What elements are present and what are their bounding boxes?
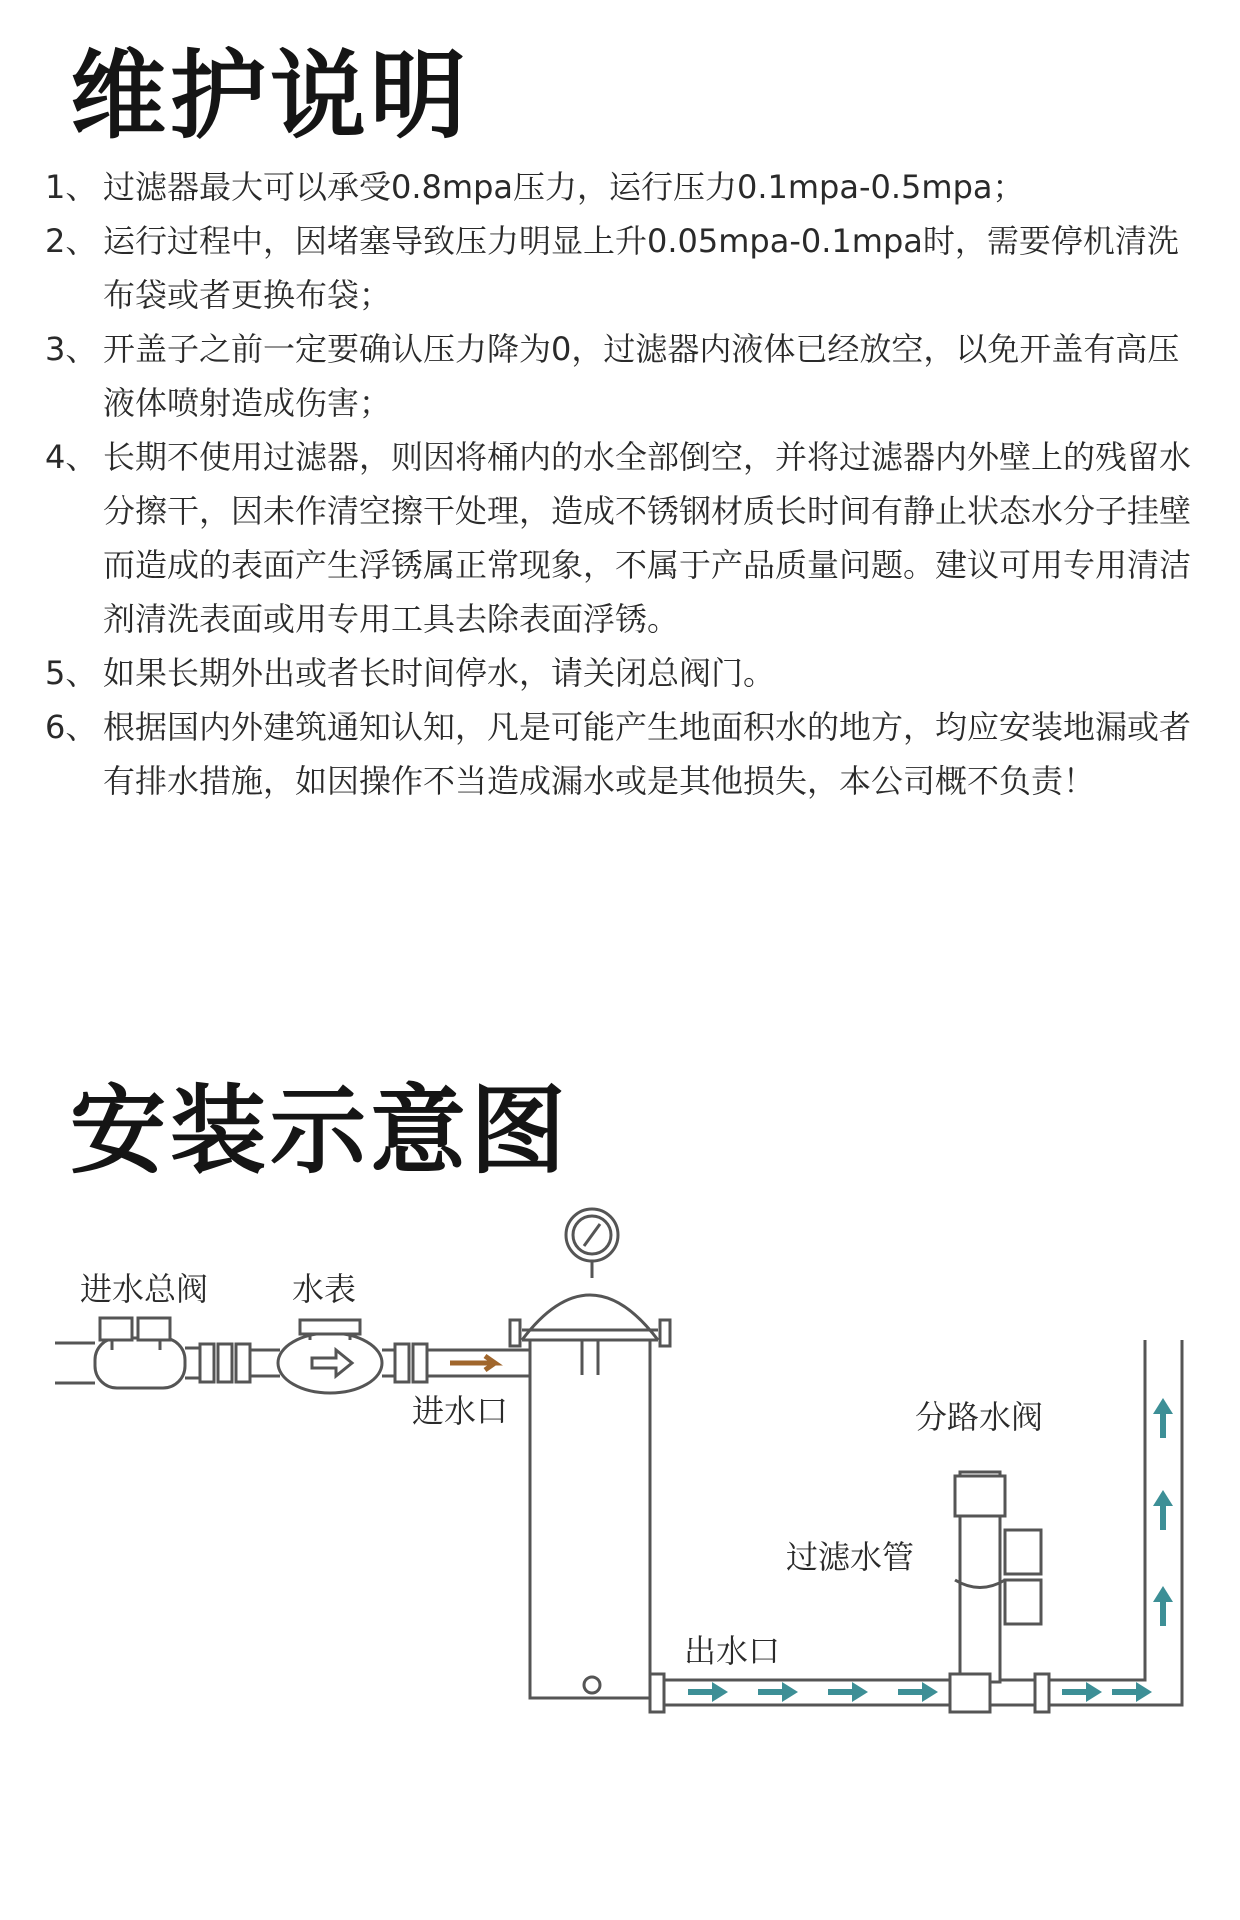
label-main-valve: 进水总阀 bbox=[80, 1270, 209, 1308]
note-text: 开盖子之前一定要确认压力降为0，过滤器内液体已经放空，以免开盖有高压液体喷射造成伤害； bbox=[103, 330, 1180, 422]
note-item-4 bbox=[45, 430, 1205, 646]
note-item-2 bbox=[45, 214, 1205, 322]
pipe-fittings bbox=[185, 1344, 280, 1382]
note-text: 长期不使用过滤器，则因将桶内的水全部倒空，并将过滤器内外壁上的残留水分擦干，因未作清空擦干处理，造成不锈钢材质长时间有静止状态水分子挂壁而造成的表面产生浮锈属正常现象，不属于产品质量问题。建议可用专用清洁剂清洗表面或用专用工具去除表面浮锈。 bbox=[103, 438, 1192, 638]
label-inlet: 进水口 bbox=[412, 1392, 509, 1430]
note-number: 4、 bbox=[45, 438, 98, 476]
note-number: 6、 bbox=[45, 708, 98, 746]
note-number: 5、 bbox=[45, 654, 98, 692]
label-filtered-pipe: 过滤水管 bbox=[786, 1538, 915, 1576]
note-text: 如果长期外出或者长时间停水，请关闭总阀门。 bbox=[103, 654, 776, 692]
inlet-flow-arrow bbox=[450, 1356, 495, 1370]
note-item-3 bbox=[45, 322, 1205, 430]
note-number: 2、 bbox=[45, 222, 98, 260]
inlet-pipe bbox=[55, 1338, 185, 1388]
label-water-meter: 水表 bbox=[292, 1270, 357, 1308]
note-text: 根据国内外建筑通知认知，凡是可能产生地面积水的地方，均应安装地漏或者有排水措施，如因操作不当造成漏水或是其他损失，本公司概不负责！ bbox=[103, 708, 1192, 800]
note-number: 1、 bbox=[45, 168, 98, 206]
note-item-5 bbox=[45, 646, 1205, 700]
maintenance-title: 维护说明 bbox=[70, 40, 470, 152]
note-item-1 bbox=[45, 160, 1205, 214]
maintenance-list bbox=[45, 160, 1205, 808]
installation-diagram bbox=[0, 1200, 1240, 1760]
note-item-6 bbox=[45, 700, 1205, 808]
label-outlet: 出水口 bbox=[684, 1632, 781, 1670]
note-number: 3、 bbox=[45, 330, 98, 368]
installation-title: 安装示意图 bbox=[70, 1075, 570, 1187]
pressure-gauge-icon bbox=[566, 1209, 618, 1278]
label-branch-valve: 分路水阀 bbox=[915, 1398, 1044, 1436]
branch-valve bbox=[950, 1472, 1041, 1712]
filter-housing bbox=[510, 1295, 670, 1698]
note-text: 过滤器最大可以承受0.8mpa压力，运行压力0.1mpa-0.5mpa； bbox=[103, 168, 1025, 206]
note-text: 运行过程中，因堵塞导致压力明显上升0.05mpa-0.1mpa时，需要停机清洗布袋或者更换布袋； bbox=[103, 222, 1179, 314]
